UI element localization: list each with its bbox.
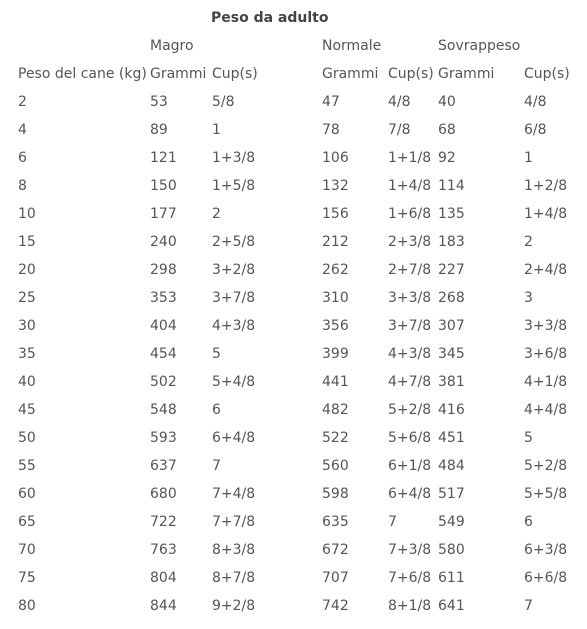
table-cell-magro-cups: 1: [212, 122, 221, 138]
table-cell-magro-cups: 2+5/8: [212, 234, 256, 250]
table-cell-normale-cups: 1+4/8: [388, 178, 432, 194]
table-cell-magro-cups: 1+3/8: [212, 150, 256, 166]
table-cell-sovrappeso-cups: 3+6/8: [524, 346, 568, 362]
table-cell-normale-cups: 7: [388, 514, 397, 530]
table-cell-sovrappeso-grams: 183: [438, 234, 465, 250]
table-cell-normale-cups: 7+3/8: [388, 542, 432, 558]
table-cell-magro-grams: 177: [150, 206, 177, 222]
table-cell-magro-grams: 150: [150, 178, 177, 194]
table-cell-sovrappeso-grams: 580: [438, 542, 465, 558]
table-cell-magro-grams: 680: [150, 486, 177, 502]
table-cell-sovrappeso-cups: 3: [524, 290, 533, 306]
table-cell-normale-grams: 47: [322, 94, 340, 110]
column-header-magro-cups: Cup(s): [212, 66, 258, 82]
table-cell-magro-cups: 7: [212, 458, 221, 474]
table-cell-normale-grams: 262: [322, 262, 349, 278]
table-cell-weight: 50: [18, 430, 36, 446]
table-cell-sovrappeso-grams: 227: [438, 262, 465, 278]
table-cell-normale-grams: 78: [322, 122, 340, 138]
table-cell-magro-cups: 7+4/8: [212, 486, 256, 502]
table-cell-magro-cups: 7+7/8: [212, 514, 256, 530]
table-cell-normale-grams: 672: [322, 542, 349, 558]
table-cell-sovrappeso-grams: 517: [438, 486, 465, 502]
table-cell-sovrappeso-grams: 114: [438, 178, 465, 194]
table-cell-normale-grams: 482: [322, 402, 349, 418]
table-cell-weight: 35: [18, 346, 36, 362]
table-cell-weight: 10: [18, 206, 36, 222]
table-cell-magro-grams: 298: [150, 262, 177, 278]
table-cell-weight: 45: [18, 402, 36, 418]
table-cell-normale-cups: 4+7/8: [388, 374, 432, 390]
table-cell-sovrappeso-grams: 68: [438, 122, 456, 138]
table-cell-weight: 8: [18, 178, 27, 194]
table-cell-weight: 80: [18, 598, 36, 614]
column-header-weight: Peso del cane (kg): [18, 66, 147, 82]
table-cell-sovrappeso-cups: 3+3/8: [524, 318, 568, 334]
table-cell-weight: 75: [18, 570, 36, 586]
table-cell-sovrappeso-cups: 1+2/8: [524, 178, 568, 194]
table-cell-normale-cups: 2+7/8: [388, 262, 432, 278]
table-cell-sovrappeso-grams: 268: [438, 290, 465, 306]
table-cell-normale-grams: 212: [322, 234, 349, 250]
table-cell-weight: 4: [18, 122, 27, 138]
table-cell-magro-grams: 240: [150, 234, 177, 250]
table-cell-magro-grams: 89: [150, 122, 168, 138]
table-cell-weight: 25: [18, 290, 36, 306]
table-cell-sovrappeso-grams: 484: [438, 458, 465, 474]
table-cell-magro-cups: 5/8: [212, 94, 235, 110]
table-cell-magro-grams: 722: [150, 514, 177, 530]
table-cell-normale-cups: 8+1/8: [388, 598, 432, 614]
table-cell-sovrappeso-cups: 5: [524, 430, 533, 446]
table-cell-sovrappeso-grams: 611: [438, 570, 465, 586]
table-cell-normale-cups: 5+2/8: [388, 402, 432, 418]
table-cell-magro-cups: 4+3/8: [212, 318, 256, 334]
table-cell-weight: 65: [18, 514, 36, 530]
table-cell-sovrappeso-grams: 381: [438, 374, 465, 390]
table-cell-sovrappeso-cups: 4/8: [524, 94, 547, 110]
table-cell-weight: 2: [18, 94, 27, 110]
table-cell-magro-cups: 9+2/8: [212, 598, 256, 614]
column-header-magro-grams: Grammi: [150, 66, 207, 82]
table-cell-weight: 6: [18, 150, 27, 166]
table-cell-sovrappeso-grams: 135: [438, 206, 465, 222]
table-cell-normale-grams: 132: [322, 178, 349, 194]
table-cell-sovrappeso-grams: 345: [438, 346, 465, 362]
table-cell-normale-cups: 6+1/8: [388, 458, 432, 474]
table-cell-sovrappeso-grams: 92: [438, 150, 456, 166]
table-cell-magro-cups: 5: [212, 346, 221, 362]
table-cell-sovrappeso-cups: 6: [524, 514, 533, 530]
column-header-normale-grams: Grammi: [322, 66, 379, 82]
table-cell-normale-grams: 156: [322, 206, 349, 222]
table-cell-sovrappeso-grams: 641: [438, 598, 465, 614]
table-cell-normale-cups: 5+6/8: [388, 430, 432, 446]
table-cell-sovrappeso-cups: 6+3/8: [524, 542, 568, 558]
table-cell-magro-grams: 548: [150, 402, 177, 418]
table-cell-weight: 40: [18, 374, 36, 390]
table-cell-normale-cups: 1+6/8: [388, 206, 432, 222]
table-cell-magro-cups: 1+5/8: [212, 178, 256, 194]
table-cell-normale-cups: 7+6/8: [388, 570, 432, 586]
table-cell-magro-grams: 53: [150, 94, 168, 110]
group-header-sovrappeso: Sovrappeso: [438, 38, 521, 54]
table-cell-sovrappeso-cups: 6+6/8: [524, 570, 568, 586]
table-cell-magro-cups: 8+7/8: [212, 570, 256, 586]
table-cell-normale-grams: 742: [322, 598, 349, 614]
table-cell-sovrappeso-cups: 2+4/8: [524, 262, 568, 278]
table-cell-normale-cups: 3+7/8: [388, 318, 432, 334]
table-cell-magro-grams: 593: [150, 430, 177, 446]
table-cell-sovrappeso-cups: 7: [524, 598, 533, 614]
table-cell-normale-grams: 356: [322, 318, 349, 334]
table-cell-magro-grams: 121: [150, 150, 177, 166]
table-cell-normale-grams: 598: [322, 486, 349, 502]
table-cell-normale-grams: 635: [322, 514, 349, 530]
table-cell-normale-cups: 4/8: [388, 94, 411, 110]
table-cell-weight: 70: [18, 542, 36, 558]
table-cell-weight: 20: [18, 262, 36, 278]
table-cell-normale-cups: 4+3/8: [388, 346, 432, 362]
table-cell-sovrappeso-cups: 5+5/8: [524, 486, 568, 502]
table-cell-weight: 15: [18, 234, 36, 250]
table-cell-magro-grams: 502: [150, 374, 177, 390]
table-cell-magro-grams: 637: [150, 458, 177, 474]
table-cell-magro-cups: 5+4/8: [212, 374, 256, 390]
table-cell-sovrappeso-cups: 4+4/8: [524, 402, 568, 418]
table-cell-normale-grams: 560: [322, 458, 349, 474]
table-cell-sovrappeso-cups: 1+4/8: [524, 206, 568, 222]
table-cell-sovrappeso-cups: 4+1/8: [524, 374, 568, 390]
table-cell-magro-grams: 804: [150, 570, 177, 586]
table-cell-weight: 30: [18, 318, 36, 334]
table-cell-magro-cups: 3+7/8: [212, 290, 256, 306]
table-cell-magro-cups: 6: [212, 402, 221, 418]
table-cell-magro-grams: 454: [150, 346, 177, 362]
table-cell-normale-cups: 7/8: [388, 122, 411, 138]
table-cell-magro-grams: 404: [150, 318, 177, 334]
table-cell-magro-grams: 763: [150, 542, 177, 558]
table-cell-sovrappeso-cups: 6/8: [524, 122, 547, 138]
group-header-magro: Magro: [150, 38, 194, 54]
table-cell-magro-grams: 353: [150, 290, 177, 306]
table-cell-normale-cups: 6+4/8: [388, 486, 432, 502]
table-cell-normale-grams: 441: [322, 374, 349, 390]
table-cell-magro-cups: 6+4/8: [212, 430, 256, 446]
table-cell-normale-cups: 3+3/8: [388, 290, 432, 306]
column-header-sovrappeso-cups: Cup(s): [524, 66, 570, 82]
table-cell-normale-grams: 707: [322, 570, 349, 586]
table-cell-magro-cups: 2: [212, 206, 221, 222]
table-cell-magro-cups: 8+3/8: [212, 542, 256, 558]
table-cell-normale-grams: 310: [322, 290, 349, 306]
column-header-normale-cups: Cup(s): [388, 66, 434, 82]
table-cell-sovrappeso-grams: 451: [438, 430, 465, 446]
table-cell-weight: 60: [18, 486, 36, 502]
table-cell-sovrappeso-cups: 1: [524, 150, 533, 166]
table-cell-sovrappeso-grams: 40: [438, 94, 456, 110]
column-header-sovrappeso-grams: Grammi: [438, 66, 495, 82]
table-cell-sovrappeso-cups: 2: [524, 234, 533, 250]
table-cell-normale-cups: 2+3/8: [388, 234, 432, 250]
table-cell-normale-grams: 106: [322, 150, 349, 166]
group-header-normale: Normale: [322, 38, 382, 54]
table-cell-magro-grams: 844: [150, 598, 177, 614]
table-cell-normale-cups: 1+1/8: [388, 150, 432, 166]
table-cell-sovrappeso-grams: 549: [438, 514, 465, 530]
table-cell-magro-cups: 3+2/8: [212, 262, 256, 278]
table-cell-normale-grams: 522: [322, 430, 349, 446]
table-cell-weight: 55: [18, 458, 36, 474]
table-cell-sovrappeso-grams: 416: [438, 402, 465, 418]
table-cell-normale-grams: 399: [322, 346, 349, 362]
table-cell-sovrappeso-grams: 307: [438, 318, 465, 334]
table-cell-sovrappeso-cups: 5+2/8: [524, 458, 568, 474]
table-title: Peso da adulto: [211, 10, 329, 26]
